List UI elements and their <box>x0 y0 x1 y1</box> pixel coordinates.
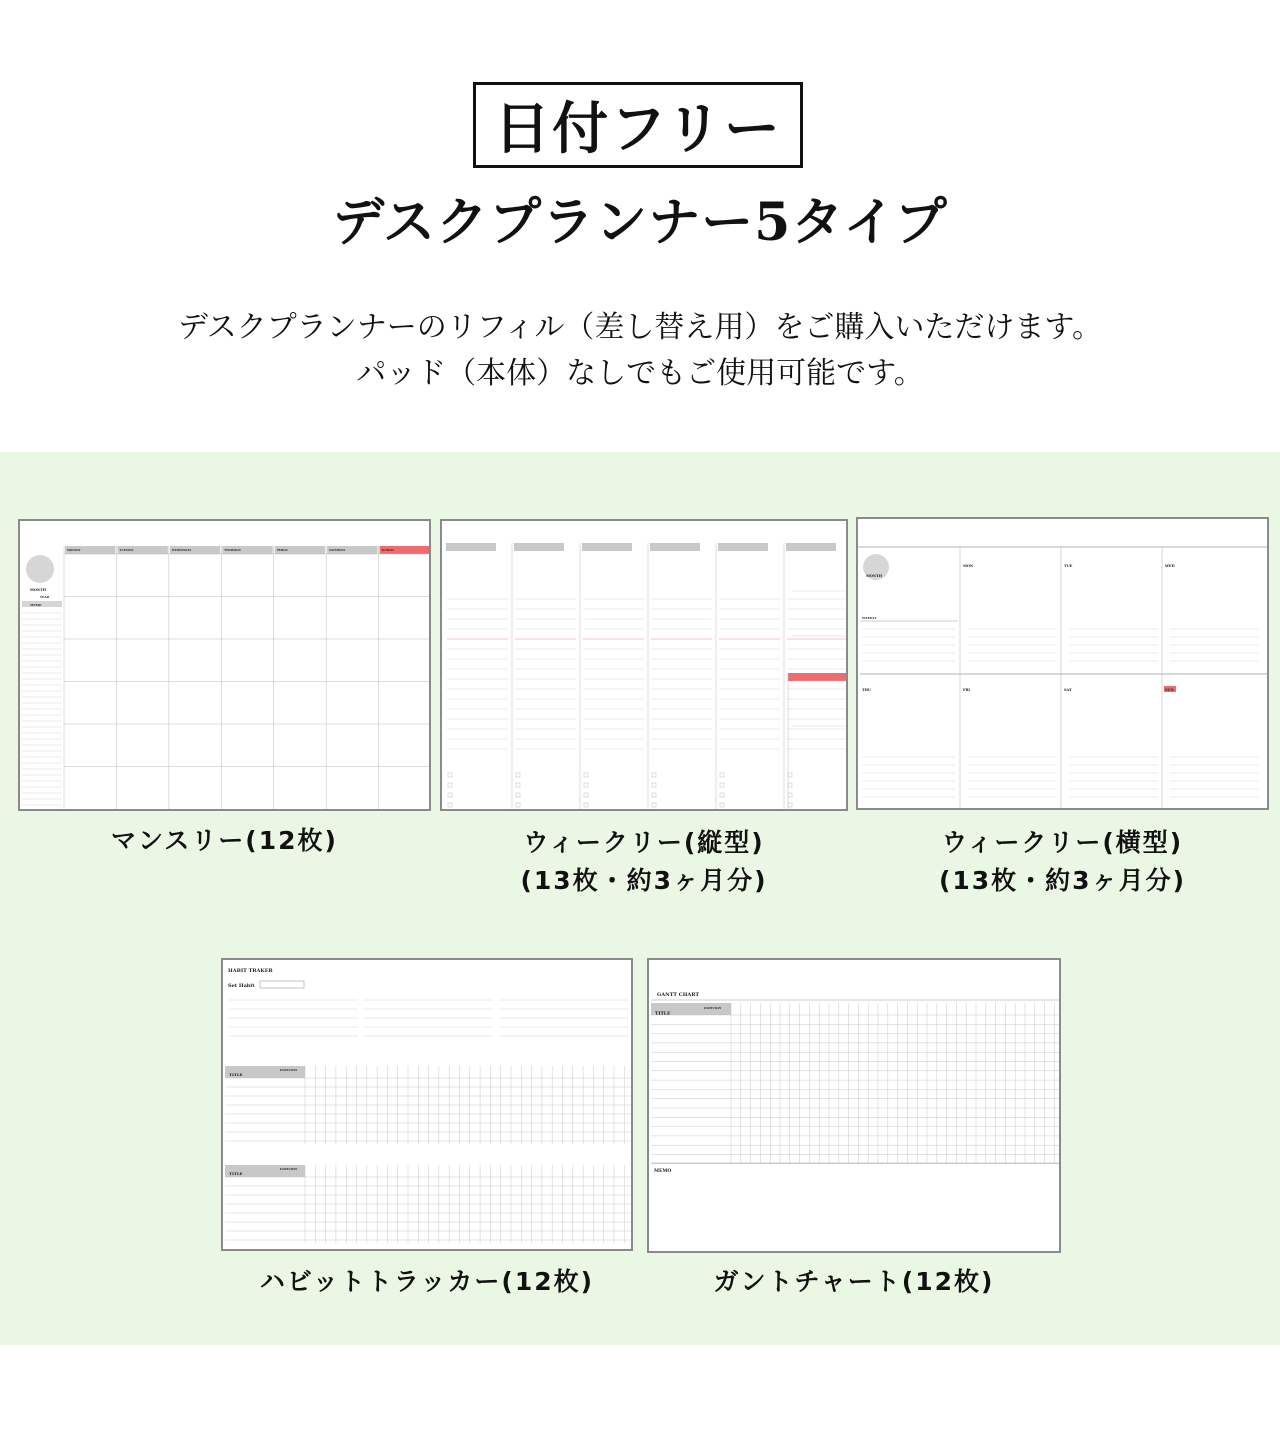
day-header <box>718 543 768 551</box>
weekly-vertical-caption-line2: (13枚・約3ヶ月分) <box>520 866 768 895</box>
checkbox <box>516 773 520 777</box>
checkbox <box>652 773 656 777</box>
thumbnail-label: FRI <box>963 688 971 692</box>
checkbox <box>652 783 656 787</box>
checkbox <box>448 783 452 787</box>
thumbnail-label: DATE/DAY <box>704 1006 722 1010</box>
checkbox <box>516 803 520 807</box>
checkbox <box>788 773 792 777</box>
description-line-1: デスクプランナーのリフィル（差し替え用）をご購入いただけます。 <box>178 310 1102 345</box>
habit-tracker-caption: ハビットトラッカー(12枚) <box>259 1267 595 1296</box>
checkbox <box>788 803 792 807</box>
weekly-vertical-planner-preview <box>440 519 848 811</box>
weekly-horizontal-caption <box>856 824 1269 900</box>
thumbnail-label: WEEKLY <box>862 616 877 620</box>
monthly-caption: マンスリー(12枚) <box>111 826 338 855</box>
checkbox <box>720 783 724 787</box>
thumbnail-label: TITLE <box>655 1012 671 1017</box>
thumbnail-label: YEAR <box>40 595 50 599</box>
day-header <box>446 543 496 551</box>
checkbox <box>652 793 656 797</box>
checkbox <box>584 773 588 777</box>
day-header <box>650 543 700 551</box>
weekly-horizontal-caption-line2: (13枚・約3ヶ月分) <box>938 866 1187 895</box>
gantt-chart-preview <box>647 958 1061 1253</box>
thumbnail-label: TITLE <box>229 1072 243 1077</box>
thumbnail-label: GANTT CHART <box>657 992 700 998</box>
weekly-vertical-caption-line1: ウィークリー(縦型) <box>523 828 765 857</box>
description-line-2: パッド（本体）なしでもご使用可能です。 <box>356 356 924 391</box>
thumbnail-label: THURSDAY <box>224 549 241 552</box>
checkbox <box>448 773 452 777</box>
day-header <box>582 543 632 551</box>
thumbnail-label: MEMO <box>30 603 42 607</box>
thumbnail-label: TUE <box>1064 564 1073 568</box>
checkbox <box>788 783 792 787</box>
thumbnail-label: FRIDAY <box>276 549 288 552</box>
gantt-chart-caption: ガントチャート(12枚) <box>713 1267 995 1296</box>
page-subtitle: デスクプランナー5タイプ <box>332 192 948 253</box>
checkbox <box>516 783 520 787</box>
monthly-planner-preview <box>18 519 431 811</box>
thumbnail-label: WED <box>1165 564 1175 568</box>
month-circle <box>26 555 54 583</box>
checkbox <box>516 793 520 797</box>
badge-title: 日付フリー <box>473 82 803 168</box>
checkbox <box>720 773 724 777</box>
thumbnail-label: MONTH <box>866 574 883 578</box>
weekly-horizontal-planner-preview <box>856 517 1269 810</box>
thumbnail-label: MONDAY <box>67 549 81 552</box>
habit-tracker-preview <box>221 958 633 1251</box>
habit-field <box>260 981 304 988</box>
checkbox <box>448 793 452 797</box>
thumbnail-label: SATURDAY <box>329 549 346 552</box>
checkbox <box>720 803 724 807</box>
thumbnail-label: Set Habit <box>228 983 255 989</box>
thumbnail-label: HABIT TRAKER <box>228 968 273 974</box>
checkbox <box>584 793 588 797</box>
memo-bar <box>22 601 62 607</box>
thumbnail-label: DATE/DAY <box>280 1068 298 1072</box>
day-header <box>786 543 836 551</box>
checkbox <box>584 783 588 787</box>
thumbnail-label: SUNDAY <box>381 549 395 552</box>
checkbox <box>720 793 724 797</box>
thumbnail-label: MONTH <box>30 588 47 592</box>
weekly-horizontal-caption-line1: ウィークリー(横型) <box>941 828 1184 857</box>
sunday-header <box>788 673 848 681</box>
thumbnail-label: THU <box>862 688 871 692</box>
thumbnail-label: TUESDAY <box>119 549 134 552</box>
day-header <box>514 543 564 551</box>
checkbox <box>584 803 588 807</box>
thumbnail-label: SUN <box>1165 688 1174 692</box>
thumbnail-label: TITLE <box>229 1171 243 1176</box>
checkbox <box>652 803 656 807</box>
thumbnail-label: DATE/DAY <box>280 1167 298 1171</box>
thumbnail-label: SAT <box>1064 688 1072 692</box>
thumbnail-label: MON <box>963 564 974 568</box>
weekly-vertical-caption <box>440 824 848 900</box>
thumbnail-label: WEDNESDAY <box>171 549 192 552</box>
checkbox <box>448 803 452 807</box>
checkbox <box>788 793 792 797</box>
thumbnail-label: MEMO <box>654 1169 672 1174</box>
